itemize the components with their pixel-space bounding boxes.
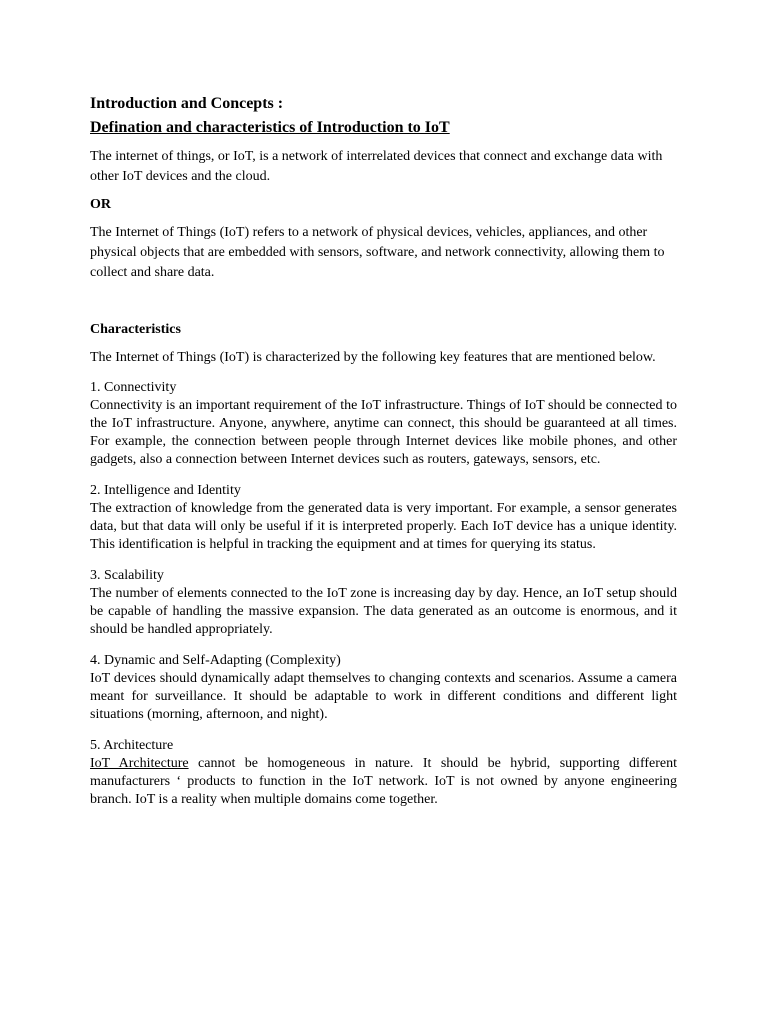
- characteristic-title: 4. Dynamic and Self-Adapting (Complexity): [90, 653, 341, 668]
- page-subtitle: Defination and characteristics of Introduction to IoT: [90, 119, 450, 136]
- characteristic-title: 1. Connectivity: [90, 380, 177, 395]
- characteristic-body: Connectivity is an important requirement of the IoT infrastructure. Things of IoT should be connected to the IoT infrastructure. Anyone, anywhere, anytime can connect, this should be guaranteed at all times. For example, the connection between people through Internet devices like mobile phones, and other gadgets, also a connection between Internet devices such as routers, gateways, sensors, etc.: [90, 398, 677, 467]
- characteristic-title: 2. Intelligence and Identity: [90, 483, 241, 498]
- characteristics-intro: The Internet of Things (IoT) is characterized by the following key features that are mentioned below.: [90, 350, 656, 365]
- intro-paragraph-1: The internet of things, or IoT, is a network of interrelated devices that connect and exchange data with other IoT devices and the cloud.: [90, 149, 663, 184]
- iot-architecture-link[interactable]: IoT Architecture: [90, 756, 189, 771]
- characteristic-title: 5. Architecture: [90, 738, 174, 753]
- or-label: OR: [90, 197, 111, 212]
- characteristic-body-text: cannot be homogeneous in nature. It should be hybrid, supporting different manufacturers ‘ products to function in the IoT network. IoT is not owned by anyone engineering branch. IoT is a reality when multiple domains come together.: [90, 756, 678, 807]
- document-page: [90, 93, 677, 822]
- page-title: Introduction and Concepts :: [90, 95, 284, 112]
- characteristic-architecture: [90, 737, 677, 809]
- characteristics-heading: Characteristics: [90, 322, 181, 337]
- characteristic-dynamic: [90, 652, 677, 724]
- characteristic-body: The extraction of knowledge from the generated data is very important. For example, a sensor generates data, but that data will only be useful if it is interpreted properly. Each IoT device has a unique identity. This identification is helpful in tracking the equipment and at times for querying its status.: [90, 501, 677, 552]
- characteristic-connectivity: [90, 379, 677, 469]
- characteristic-body: The number of elements connected to the IoT zone is increasing day by day. Hence, an IoT setup should be capable of handling the massive expansion. The data generated as an outcome is enormous, and it should be handled appropriately.: [90, 586, 677, 637]
- intro-paragraph-2: The Internet of Things (IoT) refers to a network of physical devices, vehicles, appliances, and other physical objects that are embedded with sensors, software, and network connectivity, allowing them to collect and share data.: [90, 225, 665, 280]
- characteristic-body: [90, 755, 677, 809]
- characteristic-body: IoT devices should dynamically adapt themselves to changing contexts and scenarios. Assume a camera meant for surveillance. It should be adaptable to work in different conditions and different light situations (morning, afternoon, and night).: [90, 671, 677, 722]
- characteristic-title: 3. Scalability: [90, 568, 164, 583]
- characteristic-scalability: [90, 567, 677, 639]
- characteristic-intelligence: [90, 482, 677, 554]
